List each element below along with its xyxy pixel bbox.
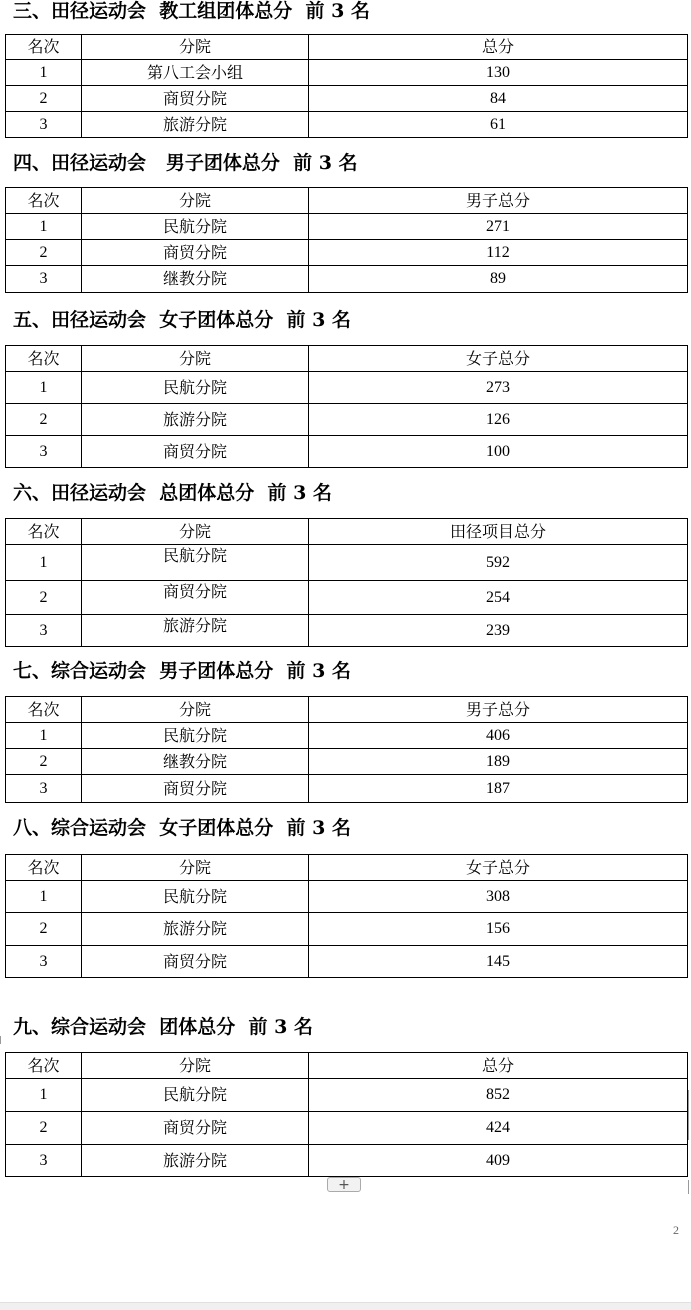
section-title: 三、田径运动会 教工组团体总分 前 3 名 [13, 0, 370, 22]
header-score: 女子总分 [309, 855, 688, 881]
rank-cell: 1 [6, 723, 82, 749]
table-header-row [6, 519, 688, 545]
table-header-row [6, 188, 688, 214]
section-title: 七、综合运动会 男子团体总分 前 3 名 [13, 660, 351, 682]
table-header-row [6, 855, 688, 881]
college-cell: 旅游分院 [82, 404, 309, 436]
college-cell: 第八工会小组 [82, 60, 309, 86]
table-row [6, 1079, 688, 1112]
rank-cell: 2 [6, 913, 82, 946]
college-cell: 商贸分院 [82, 581, 309, 615]
college-cell: 民航分院 [82, 545, 309, 581]
score-cell: 126 [309, 404, 688, 436]
table-header-row [6, 346, 688, 372]
table-row [6, 112, 688, 138]
table-row [6, 240, 688, 266]
header-rank: 名次 [6, 1053, 82, 1079]
rank-cell: 3 [6, 1145, 82, 1177]
header-rank: 名次 [6, 855, 82, 881]
score-cell: 145 [309, 946, 688, 978]
rank-cell: 1 [6, 545, 82, 581]
table-row [6, 1112, 688, 1145]
rank-cell: 3 [6, 112, 82, 138]
header-rank: 名次 [6, 346, 82, 372]
college-cell: 旅游分院 [82, 1145, 309, 1177]
score-cell: 89 [309, 266, 688, 293]
section-title: 九、综合运动会 团体总分 前 3 名 [13, 1016, 313, 1038]
header-college: 分院 [82, 346, 309, 372]
college-cell: 继教分院 [82, 749, 309, 775]
score-cell: 852 [309, 1079, 688, 1112]
rank-cell: 2 [6, 1112, 82, 1145]
section-title: 四、田径运动会 男子团体总分 前 3 名 [13, 152, 358, 174]
score-cell: 112 [309, 240, 688, 266]
college-cell: 继教分院 [82, 266, 309, 293]
college-cell: 商贸分院 [82, 775, 309, 803]
rank-cell: 1 [6, 214, 82, 240]
rank-cell: 2 [6, 86, 82, 112]
table-row [6, 723, 688, 749]
score-table [5, 345, 688, 468]
table-row [6, 214, 688, 240]
score-cell: 187 [309, 775, 688, 803]
college-cell: 商贸分院 [82, 946, 309, 978]
section-title: 八、综合运动会 女子团体总分 前 3 名 [13, 817, 351, 839]
table-row [6, 913, 688, 946]
table-header-row [6, 1053, 688, 1079]
header-score: 总分 [309, 35, 688, 60]
header-rank: 名次 [6, 519, 82, 545]
header-score: 总分 [309, 1053, 688, 1079]
college-cell: 商贸分院 [82, 1112, 309, 1145]
rank-cell: 3 [6, 436, 82, 468]
score-table [5, 34, 688, 138]
score-table [5, 187, 688, 293]
college-cell: 旅游分院 [82, 112, 309, 138]
rank-cell: 1 [6, 60, 82, 86]
header-college: 分院 [82, 697, 309, 723]
rank-cell: 2 [6, 581, 82, 615]
college-cell: 商贸分院 [82, 240, 309, 266]
score-cell: 189 [309, 749, 688, 775]
header-score: 田径项目总分 [309, 519, 688, 545]
rank-cell: 2 [6, 749, 82, 775]
table-resize-handle[interactable] [688, 1090, 689, 1140]
table-row [6, 372, 688, 404]
table-row [6, 436, 688, 468]
header-rank: 名次 [6, 697, 82, 723]
table-row [6, 60, 688, 86]
header-rank: 名次 [6, 35, 82, 60]
college-cell: 民航分院 [82, 723, 309, 749]
score-table [5, 1052, 688, 1177]
header-college: 分院 [82, 519, 309, 545]
score-cell: 273 [309, 372, 688, 404]
college-cell: 旅游分院 [82, 615, 309, 647]
rank-cell: 3 [6, 266, 82, 293]
table-row [6, 775, 688, 803]
college-cell: 民航分院 [82, 214, 309, 240]
table-resize-handle[interactable] [688, 1180, 689, 1194]
table-header-row [6, 697, 688, 723]
score-cell: 254 [309, 581, 688, 615]
score-cell: 84 [309, 86, 688, 112]
score-cell: 409 [309, 1145, 688, 1177]
table-row [6, 404, 688, 436]
section-title: 五、田径运动会 女子团体总分 前 3 名 [13, 309, 351, 331]
score-cell: 271 [309, 214, 688, 240]
section-title: 六、田径运动会 总团体总分 前 3 名 [13, 482, 332, 504]
add-row-button[interactable]: + [327, 1177, 361, 1192]
score-cell: 308 [309, 881, 688, 913]
college-cell: 民航分院 [82, 1079, 309, 1112]
table-row [6, 545, 688, 581]
table-row [6, 86, 688, 112]
rank-cell: 3 [6, 615, 82, 647]
header-college: 分院 [82, 1053, 309, 1079]
table-row [6, 266, 688, 293]
score-cell: 239 [309, 615, 688, 647]
rank-cell: 2 [6, 404, 82, 436]
college-cell: 商贸分院 [82, 86, 309, 112]
score-cell: 424 [309, 1112, 688, 1145]
score-table [5, 854, 688, 978]
score-table [5, 518, 688, 647]
header-score: 男子总分 [309, 697, 688, 723]
header-score: 女子总分 [309, 346, 688, 372]
rank-cell: 1 [6, 881, 82, 913]
page-number: 2 [673, 1223, 679, 1237]
table-row [6, 615, 688, 647]
table-row [6, 881, 688, 913]
header-college: 分院 [82, 188, 309, 214]
header-rank: 名次 [6, 188, 82, 214]
score-cell: 592 [309, 545, 688, 581]
rank-cell: 3 [6, 775, 82, 803]
table-row [6, 749, 688, 775]
score-cell: 156 [309, 913, 688, 946]
score-cell: 130 [309, 60, 688, 86]
rank-cell: 2 [6, 240, 82, 266]
table-row [6, 1145, 688, 1177]
table-header-row [6, 35, 688, 60]
header-college: 分院 [82, 35, 309, 60]
table-move-handle[interactable] [0, 1036, 1, 1044]
score-cell: 100 [309, 436, 688, 468]
score-cell: 61 [309, 112, 688, 138]
college-cell: 民航分院 [82, 372, 309, 404]
table-row [6, 946, 688, 978]
table-row [6, 581, 688, 615]
college-cell: 旅游分院 [82, 913, 309, 946]
score-cell: 406 [309, 723, 688, 749]
rank-cell: 3 [6, 946, 82, 978]
rank-cell: 1 [6, 1079, 82, 1112]
header-college: 分院 [82, 855, 309, 881]
header-score: 男子总分 [309, 188, 688, 214]
college-cell: 商贸分院 [82, 436, 309, 468]
score-table [5, 696, 688, 803]
rank-cell: 1 [6, 372, 82, 404]
college-cell: 民航分院 [82, 881, 309, 913]
